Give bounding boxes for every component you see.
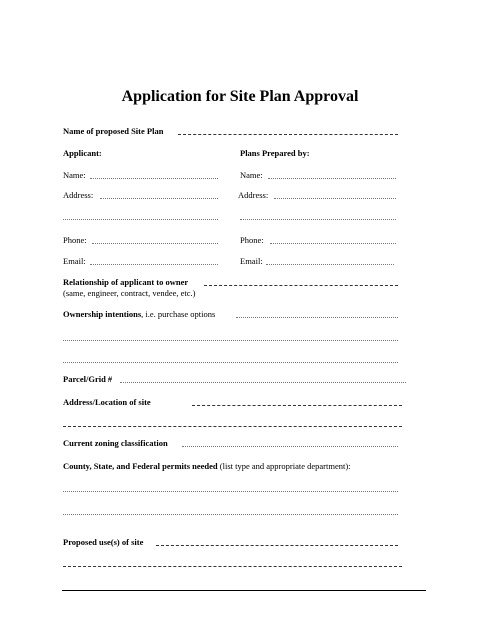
applicant-phone-label: Phone: — [63, 235, 87, 245]
preparer-email-label: Email: — [240, 256, 263, 266]
footer-rule — [62, 590, 426, 591]
relationship-field[interactable] — [204, 285, 398, 286]
permits-label-bold: County, State, and Federal permits needed — [63, 461, 218, 471]
address-location-label: Address/Location of site — [63, 397, 151, 407]
preparer-name-label: Name: — [240, 170, 263, 180]
relationship-note: (same, engineer, contract, vendee, etc.) — [63, 288, 196, 298]
page-title: Application for Site Plan Approval — [121, 88, 359, 105]
proposed-use-label: Proposed use(s) of site — [63, 537, 144, 547]
ownership-label-bold: Ownership intentions — [63, 309, 142, 319]
parcel-field[interactable] — [120, 382, 406, 383]
zoning-label: Current zoning classification — [63, 438, 168, 448]
applicant-email-label: Email: — [63, 256, 86, 266]
relationship-label: Relationship of applicant to owner — [63, 277, 189, 287]
zoning-field[interactable] — [182, 446, 398, 447]
ownership-label — [63, 309, 215, 319]
applicant-address-line2[interactable] — [63, 219, 218, 220]
applicant-name-label: Name: — [63, 170, 86, 180]
applicant-address-label: Address: — [63, 190, 94, 200]
permits-label — [63, 461, 351, 471]
proposed-use-line2[interactable] — [63, 566, 402, 567]
preparer-address-label: Address: — [238, 190, 269, 200]
ownership-line3[interactable] — [63, 362, 398, 363]
applicant-email-field[interactable] — [90, 264, 218, 265]
applicant-phone-field[interactable] — [92, 243, 218, 244]
permits-line1[interactable] — [63, 491, 398, 492]
applicant-heading: Applicant: — [63, 148, 102, 158]
preparer-address-line2[interactable] — [240, 219, 396, 220]
proposed-use-field[interactable] — [156, 545, 398, 546]
permits-label-note: (list type and appropriate department): — [217, 461, 351, 471]
address-location-field[interactable] — [192, 405, 402, 406]
permits-line2[interactable] — [63, 514, 398, 515]
site-plan-name-label: Name of proposed Site Plan — [63, 126, 164, 136]
preparer-phone-label: Phone: — [240, 235, 264, 245]
applicant-name-field[interactable] — [90, 178, 218, 179]
parcel-label: Parcel/Grid # — [63, 374, 113, 384]
applicant-address-field[interactable] — [100, 198, 218, 199]
ownership-label-note: , i.e. purchase options — [141, 309, 216, 319]
preparer-address-field[interactable] — [274, 198, 396, 199]
preparer-email-field[interactable] — [266, 264, 394, 265]
site-plan-name-field[interactable] — [178, 134, 398, 135]
preparer-name-field[interactable] — [268, 178, 396, 179]
ownership-line2[interactable] — [63, 340, 398, 341]
address-location-line2[interactable] — [63, 426, 402, 427]
prepared-by-heading: Plans Prepared by: — [240, 148, 310, 158]
ownership-field[interactable] — [236, 317, 398, 318]
preparer-phone-field[interactable] — [270, 243, 396, 244]
